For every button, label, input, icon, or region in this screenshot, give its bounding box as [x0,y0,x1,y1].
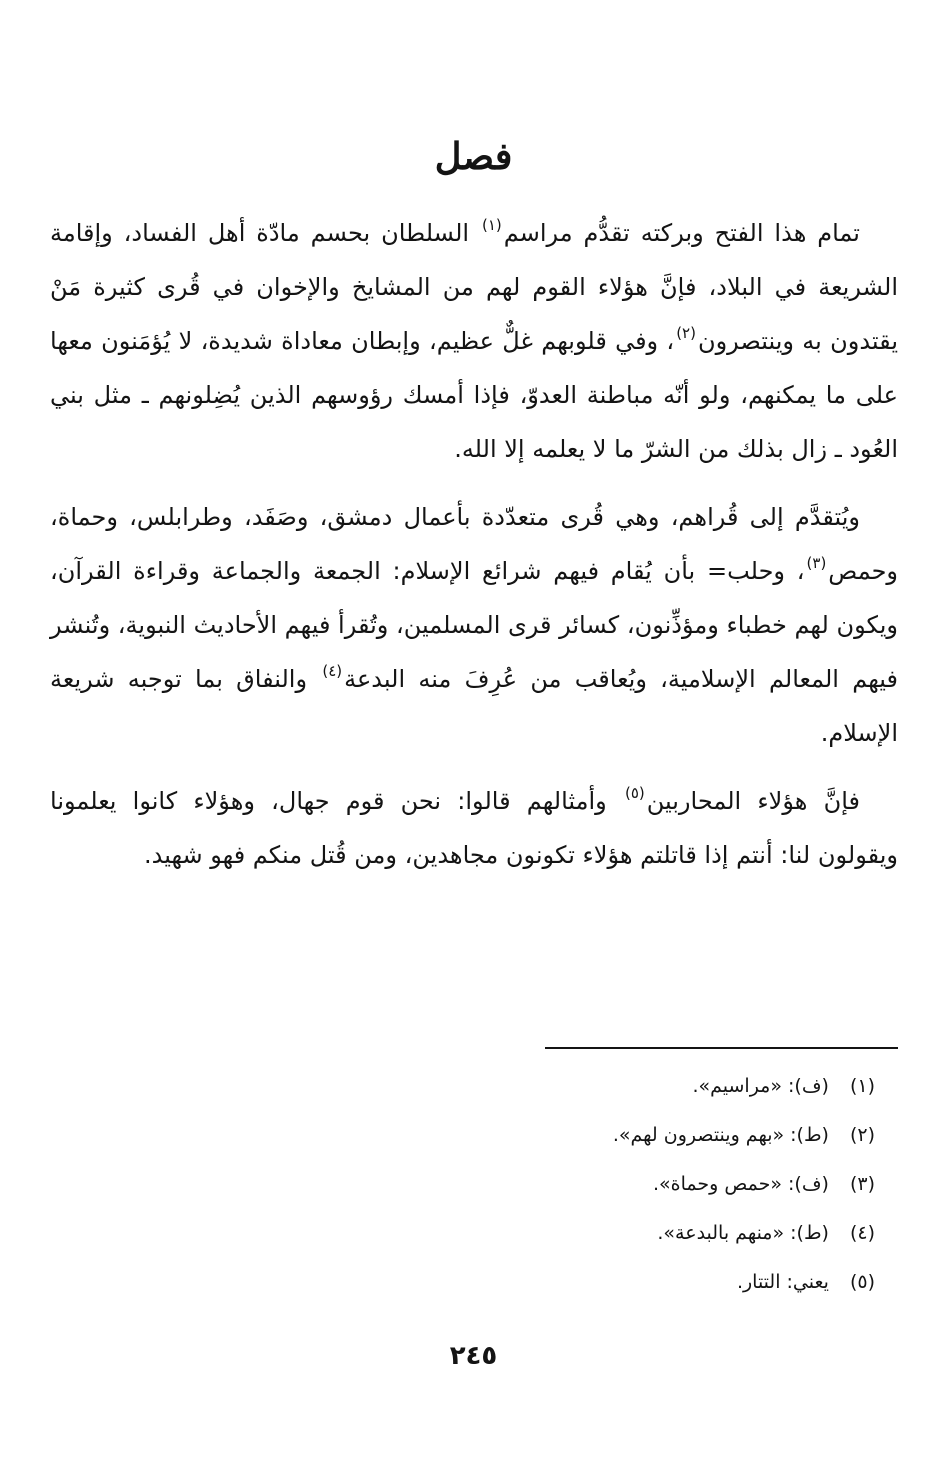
footnote-item [300,1111,875,1160]
footnote-item [300,1209,875,1258]
footnote-separator [545,1047,898,1049]
paragraph-2-text-a: ويُتقدَّم إلى قُراهم، وهي قُرى متعدّدة بأعمال دمشق، وصَفَد، وطرابلس، وحماة، وحمص [50,503,898,585]
footnote-item [300,1062,875,1111]
footnote-number: (١) [849,1075,875,1097]
footnote-item [300,1258,875,1307]
paragraph-3-text-b: وأمثالهم قالوا: نحن قوم جهال، وهؤلاء كانوا يعلمونا ويقولون لنا: أنتم إذا قاتلتم هؤلاء تكونون مجاهدين، ومن قُتل منكم فهو شهيد. [50,787,898,869]
paragraph-3 [50,774,898,882]
footnote-item [300,1160,875,1209]
footnote-number: (٤) [849,1222,875,1244]
paragraph-2 [50,490,898,760]
footnote-ref-4: (٤) [322,662,343,680]
footnote-text: (ف): «مراسيم». [692,1075,829,1097]
paragraph-2-text-b: ، وحلب= بأن يُقام فيهم شرائع الإسلام: الجمعة والجماعة وقراءة القرآن، ويكون لهم خطباء ومؤذِّنون، كسائر قرى المسلمين، وتُقرأ فيهم الأحاديث النبوية، وتُنشر فيهم المعالم الإسلامية، ويُعاقب من عُرِفَ منه البدعة [50,557,898,693]
footnote-ref-3: (٣) [806,554,827,572]
footnote-number: (٥) [849,1271,875,1293]
footnote-text: (ط): «منهم بالبدعة». [657,1222,829,1244]
paragraph-1-text-b: السلطان بحسم مادّة أهل الفساد، وإقامة الشريعة في البلاد، فإنَّ هؤلاء القوم لهم من المشايخ والإخوان في قُرى كثيرة مَنْ يقتدون به وينتصرون [50,219,898,355]
paragraph-1 [50,206,898,476]
footnote-ref-5: (٥) [624,784,645,802]
footnotes-list [300,1062,875,1307]
paragraph-2-text-c: والنفاق بما توجبه شريعة الإسلام. [50,665,898,747]
page-number: ٢٤٥ [449,1341,498,1371]
paragraph-3-text-a: فإنَّ هؤلاء المحاربين [646,787,860,815]
main-text [50,206,898,896]
footnote-text: يعني: التتار. [736,1271,829,1293]
paragraph-1-text-c: ، وفي قلوبهم غلٌّ عظيم، وإبطان معاداة شديدة، لا يُؤمَنون معها على ما يمكنهم، ولو أنّه مباطنة العدوّ، فإذا أمسك رؤوسهم الذين يُضِلونهم ـ مثل بني العُود ـ زال بذلك من الشرّ ما لا يعلمه إلا الله. [50,327,898,463]
footnote-number: (٢) [849,1124,875,1146]
section-heading: فصل [434,134,513,178]
footnote-text: (ط): «بهم وينتصرون لهم». [612,1124,829,1146]
footnote-text: (ف): «حمص وحماة». [653,1173,829,1195]
footnote-ref-2: (٢) [676,324,696,342]
paragraph-1-text-a: تمام هذا الفتح وبركته تقدُّم مراسم [503,219,860,247]
footnote-ref-1: (١) [481,216,502,234]
footnote-number: (٣) [849,1173,875,1195]
